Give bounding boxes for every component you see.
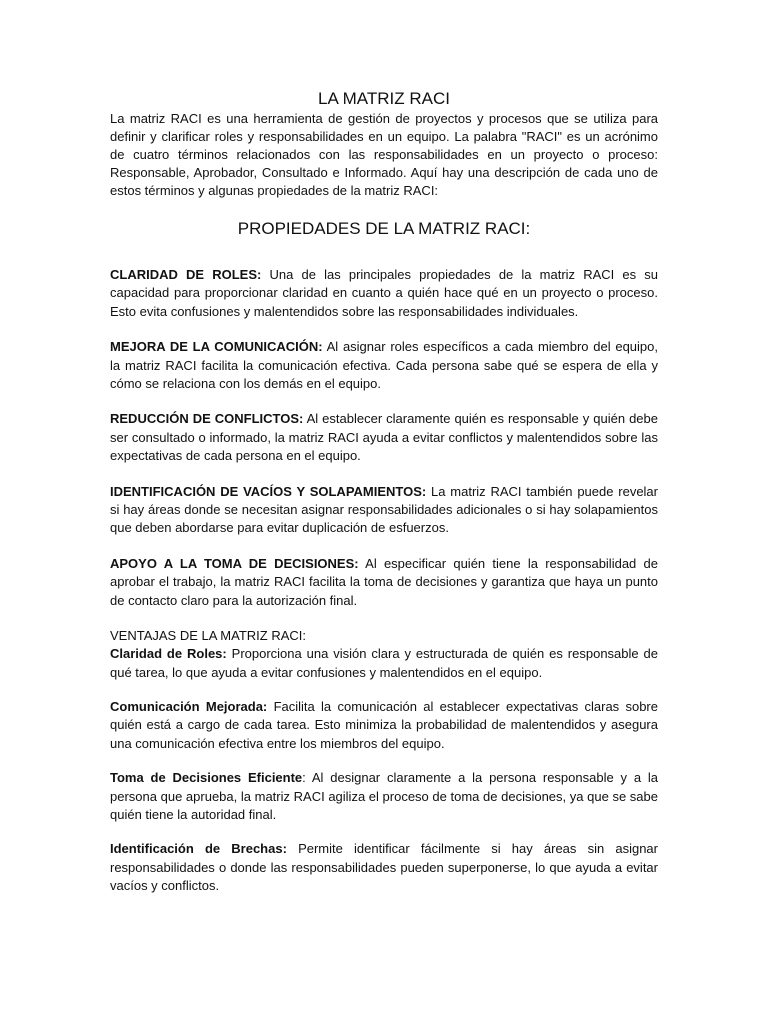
property-paragraph	[110, 338, 658, 393]
property-label: APOYO A LA TOMA DE DECISIONES:	[110, 555, 359, 571]
property-paragraph	[110, 555, 658, 610]
property-paragraph	[110, 266, 658, 321]
property-paragraph	[110, 410, 658, 465]
properties-heading: PROPIEDADES DE LA MATRIZ RACI:	[237, 219, 531, 238]
property-text: Una de las principales propiedades de la matriz RACI es su capacidad para proporcionar claridad en cuanto a quién hace qué en un proyecto o proceso. Esto evita confusiones y malentendidos sobre las responsabilidades individuales.	[110, 267, 659, 319]
advantage-label: Identificación de Brechas:	[110, 841, 287, 857]
intro-paragraph: La matriz RACI es una herramienta de gestión de proyectos y procesos que se utiliza para definir y clarificar roles y responsabilidades en un equipo. La palabra "RACI" es un acrónimo de cuatro términos relacionados con las responsabilidades en un proyecto o proceso: Responsable, Aprobador, Consultado e Informado. Aquí hay una descripción de cada uno de estos términos y algunas propiedades de la matriz RACI:	[110, 111, 658, 198]
advantage-text: Permite identificar fácilmente si hay áreas sin asignar responsabilidades o donde las responsabilidades pueden superponerse, lo que ayuda a evitar vacíos y conflictos.	[110, 841, 658, 894]
advantage-paragraph	[110, 840, 658, 895]
advantage-paragraph	[110, 645, 658, 682]
property-label: MEJORA DE LA COMUNICACIÓN:	[110, 339, 323, 355]
document-title: LA MATRIZ RACI	[318, 89, 450, 108]
property-label: CLARIDAD DE ROLES:	[110, 267, 262, 282]
advantages-heading: VENTAJAS DE LA MATRIZ RACI:	[110, 628, 306, 644]
property-text: Al especificar quién tiene la responsabilidad de aprobar el trabajo, la matriz RACI facilita la toma de decisiones y garantiza que haya un punto de contacto claro para la autorización final.	[110, 555, 658, 608]
advantage-label: Comunicación Mejorada:	[110, 698, 268, 714]
advantage-text: : Al designar claramente a la persona responsable y a la persona que aprueba, la matriz RACI agiliza el proceso de toma de decisiones, ya que se sabe quién tiene la autoridad final.	[110, 770, 659, 822]
property-text: Al asignar roles específicos a cada miembro del equipo, la matriz RACI facilita la comunicación efectiva. Cada persona sabe qué se espera de ella y cómo se relaciona con los demás en el equipo.	[110, 339, 658, 392]
advantage-text: Facilita la comunicación al establecer expectativas claras sobre quién está a cargo de cada tarea. Esto minimiza la probabilidad de malentendidos y asegura una comunicación efectiva entre los miembros del equipo.	[110, 698, 658, 751]
advantage-label: Toma de Decisiones Eficiente	[110, 770, 303, 786]
property-paragraph	[110, 483, 658, 538]
advantage-label: Claridad de Roles:	[110, 646, 227, 662]
property-text: Al establecer claramente quién es responsable y quién debe ser consultado o informado, la matriz RACI ayuda a evitar conflictos y malentendidos sobre las expectativas de cada persona en el equipo.	[110, 411, 658, 464]
property-text: La matriz RACI también puede revelar si hay áreas donde se necesitan asignar responsabilidades adicionales o si hay solapamientos que deben abordarse para evitar duplicación de esfuerzos.	[110, 483, 658, 536]
advantage-paragraph	[110, 769, 658, 824]
advantage-paragraph	[110, 698, 658, 753]
advantage-text: Proporciona una visión clara y estructurada de quién es responsable de qué tarea, lo que ayuda a evitar confusiones y malentendidos en el equipo.	[110, 646, 658, 680]
property-label: IDENTIFICACIÓN DE VACÍOS Y SOLAPAMIENTOS:	[110, 483, 427, 499]
property-label: REDUCCIÓN DE CONFLICTOS:	[110, 411, 304, 427]
